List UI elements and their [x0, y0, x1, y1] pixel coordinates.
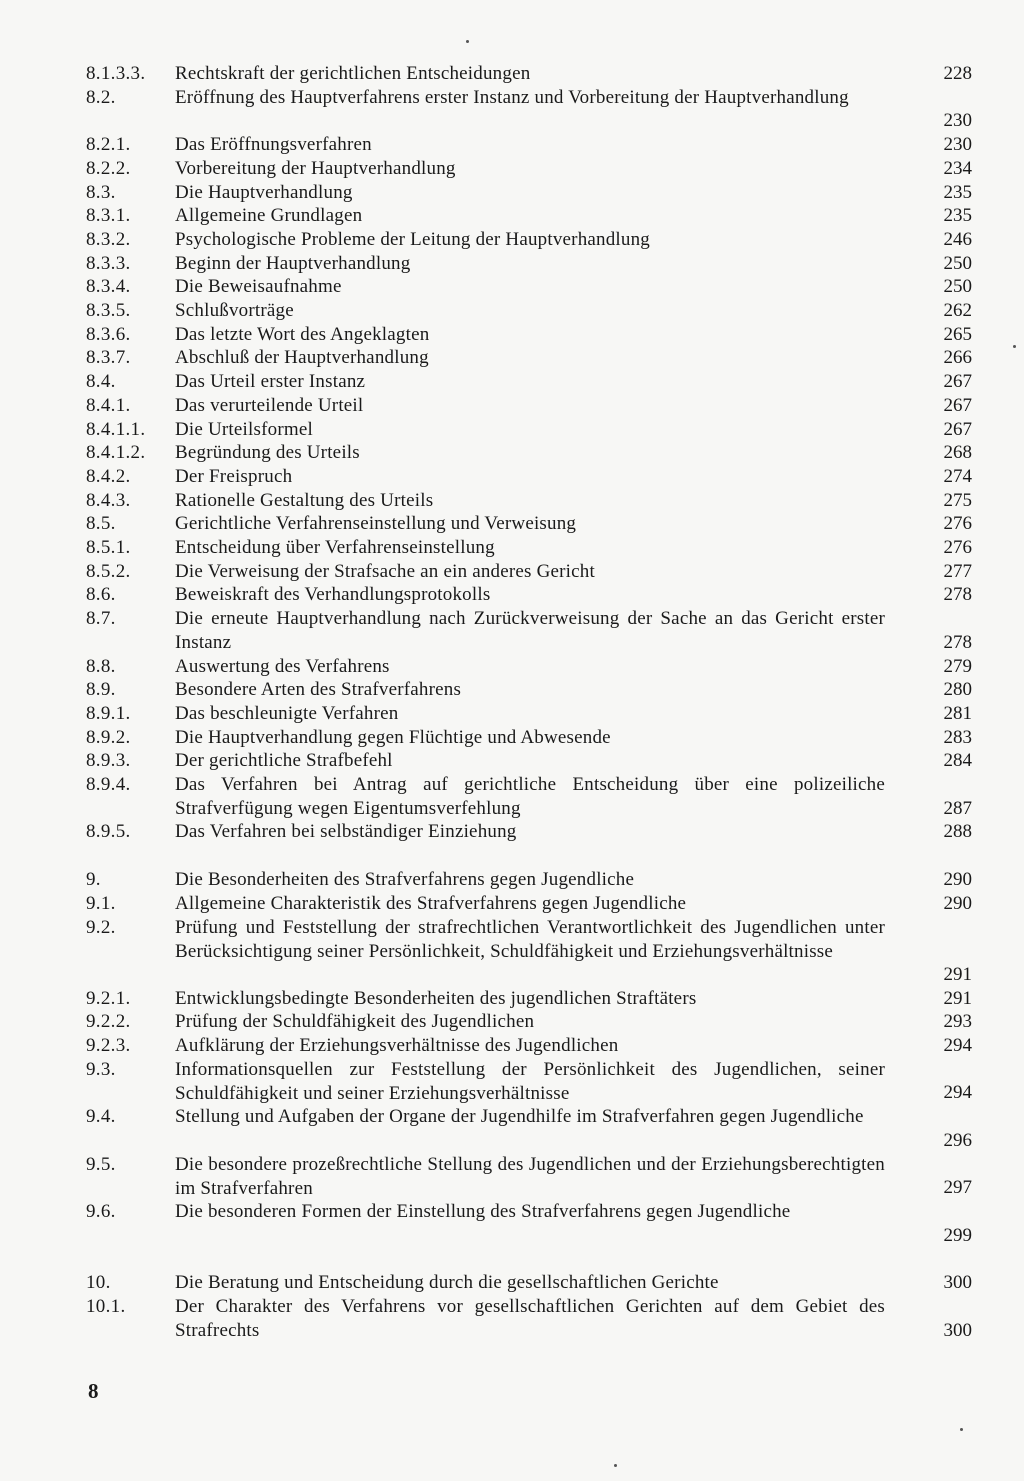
toc-entry-number: 8.1.3.3. [86, 63, 146, 84]
toc-entry-title: Allgemeine Charakteristik des Strafverfahrens gegen Jugendliche [175, 892, 687, 914]
toc-entry-title: Die Verweisung der Strafsache an ein anderes Gericht [175, 560, 595, 582]
toc-entry-number: 8.4.1.2. [86, 442, 146, 464]
toc-entry-number: 8.3.4. [86, 276, 131, 298]
toc-entry-number: 8.3. [86, 181, 116, 203]
toc-entry-number: 8.2.1. [86, 134, 131, 156]
toc-entry [0, 726, 1024, 750]
toc-entry-page: 278 [943, 584, 972, 606]
toc-entry-title: Informationsquellen zur Feststellung der Persönlichkeit des Jugendlichen, seiner Schuldfähigkeit und seiner Erziehungsverhältnisse [175, 1058, 885, 1104]
toc-entry-title: Eröffnung des Hauptverfahrens erster Instanz und Vorbereitung der Hauptverhandlung [175, 86, 849, 108]
toc-entry-number: 8.3.3. [86, 252, 131, 274]
toc-entry [0, 1295, 1024, 1342]
toc-entry [0, 157, 1024, 181]
toc-entry-number: 8.9.1. [86, 702, 131, 724]
toc-entry [0, 465, 1024, 489]
toc-entry [0, 820, 1024, 844]
toc-entry [0, 987, 1024, 1011]
toc-entry-number: 9.3. [86, 1058, 116, 1080]
toc-entry-title: Das Verfahren bei selbständiger Einziehung [175, 821, 517, 843]
toc-entry-number: 9.2.1. [86, 987, 131, 1009]
toc-entry-page: 299 [943, 1224, 972, 1246]
toc-entry-title: Die Hauptverhandlung [175, 181, 353, 203]
toc-entry-number: 8.6. [86, 584, 116, 606]
toc-entry [0, 346, 1024, 370]
toc-entry-page: 230 [943, 110, 972, 132]
toc-entry-title: Die besondere prozeßrechtliche Stellung des Jugendlichen und der Erziehungsberechtigten im Strafverfahren [175, 1153, 885, 1199]
toc-entry [0, 916, 1024, 987]
toc-entry [0, 370, 1024, 394]
toc-entry [0, 702, 1024, 726]
toc-entry-title: Die Urteilsformel [175, 418, 313, 440]
toc-entry-title: Das Verfahren bei Antrag auf gerichtliche Entscheidung über eine polizeiliche Strafverfügung wegen Eigentumsverfehlung [175, 774, 885, 819]
toc-entry-number: 8.5. [86, 513, 116, 535]
toc-entry-number: 8.4.2. [86, 465, 131, 487]
toc-entry-title: Die Beweisaufnahme [175, 276, 342, 298]
toc-entry-title: Beginn der Hauptverhandlung [175, 252, 411, 274]
toc-entry-title: Rechtskraft der gerichtlichen Entscheidungen [175, 63, 531, 84]
toc-entry-page: 276 [943, 513, 972, 535]
toc-entry-number: 8.4. [86, 371, 116, 393]
toc-entry-number: 8.5.2. [86, 560, 131, 582]
toc-entry-title: Die Hauptverhandlung gegen Flüchtige und Abwesende [175, 726, 611, 748]
toc-entry-title: Psychologische Probleme der Leitung der Hauptverhandlung [175, 228, 651, 250]
toc-entry-number: 9.1. [86, 892, 116, 914]
toc-entry-number: 8.8. [86, 655, 116, 677]
toc-entry-title: Entscheidung über Verfahrenseinstellung [175, 537, 495, 558]
toc-entry-number: 9.2.2. [86, 1011, 131, 1033]
toc-entry [0, 1058, 1024, 1105]
toc-entry-page: 234 [943, 157, 972, 179]
toc-entry-title: Stellung und Aufgaben der Organe der Jugendhilfe im Strafverfahren gegen Jugendliche [175, 1106, 864, 1128]
toc-entry [0, 749, 1024, 773]
toc-entry-page: 275 [943, 489, 972, 511]
toc-entry-page: 250 [943, 252, 972, 274]
toc-entry [0, 536, 1024, 560]
toc-entry-page: 283 [943, 726, 972, 748]
toc-entry-page: 287 [943, 797, 972, 819]
toc-entry [0, 773, 1024, 820]
toc-entry-number: 8.4.1. [86, 394, 131, 416]
toc-entry-title: Rationelle Gestaltung des Urteils [175, 489, 434, 511]
toc-entry [0, 133, 1024, 157]
toc-entry-title: Die Besonderheiten des Strafverfahrens gegen Jugendliche [175, 869, 635, 891]
toc-entry-page: 281 [943, 702, 972, 724]
toc-entry [0, 489, 1024, 513]
toc-entry [0, 252, 1024, 276]
toc-entry [0, 607, 1024, 654]
toc-entry-title: Entwicklungsbedingte Besonderheiten des jugendlichen Straftäters [175, 987, 697, 1009]
toc-entry-page: 297 [943, 1177, 972, 1199]
toc-entry-page: 276 [943, 537, 972, 558]
toc-entry [0, 204, 1024, 228]
toc-entry-page: 265 [943, 323, 972, 345]
toc-entry-number: 8.9.2. [86, 726, 131, 748]
toc-entry-page: 250 [943, 276, 972, 298]
toc-entry [0, 228, 1024, 252]
toc-entry-page: 280 [943, 679, 972, 701]
scan-speck [1013, 345, 1016, 348]
toc-entry-number: 9.2. [86, 916, 116, 938]
toc-entry-page: 290 [943, 869, 972, 891]
toc-entry-number: 8.9.4. [86, 774, 131, 795]
toc-entry [0, 418, 1024, 442]
toc-entry-title: Auswertung des Verfahrens [175, 655, 390, 677]
toc-entry-title: Besondere Arten des Strafverfahrens [175, 679, 462, 701]
toc-entry-title: Prüfung und Feststellung der strafrechtlichen Verantwortlichkeit des Jugendlichen unter Berücksichtigung seiner Persönlichkeit, Schuldfähigkeit und Erziehungsverhältnisse [175, 916, 885, 962]
toc-entry-page: 266 [943, 347, 972, 369]
toc-entry-page: 278 [943, 631, 972, 653]
toc-entry [0, 1153, 1024, 1200]
toc-entry-page: 300 [943, 1319, 972, 1341]
toc-entry-page: 288 [943, 821, 972, 843]
toc-entry-title: Das letzte Wort des Angeklagten [175, 323, 430, 345]
toc-entry [0, 892, 1024, 916]
toc-entry [0, 441, 1024, 465]
toc-entry-title: Begründung des Urteils [175, 442, 360, 464]
toc-entry-number: 8.4.1.1. [86, 418, 146, 440]
toc-entry [0, 299, 1024, 323]
toc-entry-number: 8.9.3. [86, 750, 131, 772]
toc-entry-page: 277 [943, 560, 972, 582]
toc-entry-page: 293 [943, 1011, 972, 1033]
page-number: 8 [88, 1379, 99, 1403]
toc-entry-number: 9.2.3. [86, 1035, 131, 1056]
toc-entry-number: 8.7. [86, 608, 116, 630]
toc-entry [0, 1010, 1024, 1034]
toc-entry [0, 560, 1024, 584]
toc-entry-title: Die besonderen Formen der Einstellung des Strafverfahrens gegen Jugendliche [175, 1200, 791, 1222]
toc-entry [0, 1200, 1024, 1247]
toc-entry-page: 267 [943, 418, 972, 440]
toc-entry-page: 294 [943, 1035, 972, 1056]
toc-entry-number: 8.3.5. [86, 300, 131, 321]
toc-entry [0, 583, 1024, 607]
toc-entry-number: 8.9.5. [86, 821, 131, 843]
toc-entry-page: 290 [943, 892, 972, 914]
toc-entry [0, 1034, 1024, 1058]
toc-entry-page: 246 [943, 228, 972, 250]
toc-entry-title: Das beschleunigte Verfahren [175, 702, 399, 724]
toc-entry [0, 1105, 1024, 1152]
toc-entry [0, 868, 1024, 892]
toc-entry-number: 8.5.1. [86, 537, 131, 558]
toc-entry-number: 8.3.1. [86, 205, 131, 227]
toc-entry [0, 512, 1024, 536]
toc-entry-number: 8.9. [86, 679, 116, 701]
toc-entry-title: Schlußvorträge [175, 300, 294, 321]
toc-entry [0, 394, 1024, 418]
scan-speck [960, 1428, 963, 1431]
toc-entry [0, 86, 1024, 133]
toc-entry-number: 9.5. [86, 1153, 116, 1175]
toc-entry-title: Beweiskraft des Verhandlungsprotokolls [175, 584, 491, 606]
toc-entry-number: 10. [86, 1272, 111, 1294]
toc-entry [0, 655, 1024, 679]
toc-entry-page: 267 [943, 394, 972, 416]
toc-entry [0, 323, 1024, 347]
toc-entry-page: 235 [943, 205, 972, 227]
toc-entry [0, 1271, 1024, 1295]
toc-entry-title: Der Charakter des Verfahrens vor gesellschaftlichen Gerichten auf dem Gebiet des Strafrechts [175, 1296, 885, 1341]
toc-entry-page: 291 [943, 987, 972, 1009]
toc-entry-page: 268 [943, 442, 972, 464]
toc-entry-title: Das Urteil erster Instanz [175, 371, 366, 393]
toc-entry-title: Gerichtliche Verfahrenseinstellung und Verweisung [175, 513, 577, 535]
toc-entry-title: Vorbereitung der Hauptverhandlung [175, 157, 456, 179]
toc-entry-title: Aufklärung der Erziehungsverhältnisse des Jugendlichen [175, 1035, 619, 1056]
toc-entry-page: 262 [943, 300, 972, 321]
toc-entry-page: 300 [943, 1272, 972, 1294]
toc-entry [0, 62, 1024, 86]
toc-entry-page: 284 [943, 750, 972, 772]
toc-entry [0, 678, 1024, 702]
toc-entry-page: 228 [943, 63, 972, 84]
toc-entry-number: 10.1. [86, 1296, 126, 1317]
toc-entry-title: Der gerichtliche Strafbefehl [175, 750, 393, 772]
toc-entry-number: 8.3.7. [86, 347, 131, 369]
toc-entry-title: Das verurteilende Urteil [175, 394, 364, 416]
toc-entry-number: 8.3.6. [86, 323, 131, 345]
toc-entry [0, 181, 1024, 205]
toc-entry-page: 267 [943, 371, 972, 393]
toc-entry-title: Der Freispruch [175, 465, 293, 487]
toc-entry-number: 8.2. [86, 86, 116, 108]
toc-entry-number: 9.6. [86, 1200, 116, 1222]
toc-entry-number: 8.2.2. [86, 157, 131, 179]
toc-entry-title: Die erneute Hauptverhandlung nach Zurückverweisung der Sache an das Gericht erster Instanz [175, 608, 885, 654]
scan-speck [466, 40, 469, 43]
toc-entry-page: 274 [943, 465, 972, 487]
toc-entry-title: Abschluß der Hauptverhandlung [175, 347, 429, 369]
toc-entry-page: 294 [943, 1082, 972, 1104]
toc-entry-page: 291 [943, 963, 972, 985]
toc-entry-number: 8.3.2. [86, 228, 131, 250]
toc-entry-title: Die Beratung und Entscheidung durch die gesellschaftlichen Gerichte [175, 1272, 719, 1294]
toc-entry-title: Das Eröffnungsverfahren [175, 134, 372, 156]
toc-entry-number: 8.4.3. [86, 489, 131, 511]
toc-entry-page: 230 [943, 134, 972, 156]
toc-entry-page: 296 [943, 1129, 972, 1151]
scan-speck [614, 1464, 617, 1467]
toc-entry-number: 9. [86, 869, 101, 891]
toc-entry-page: 235 [943, 181, 972, 203]
toc-entry-title: Allgemeine Grundlagen [175, 205, 363, 227]
toc-entry [0, 275, 1024, 299]
toc-entry-number: 9.4. [86, 1106, 116, 1128]
toc-entry-page: 279 [943, 655, 972, 677]
toc-entry-title: Prüfung der Schuldfähigkeit des Jugendlichen [175, 1011, 535, 1033]
